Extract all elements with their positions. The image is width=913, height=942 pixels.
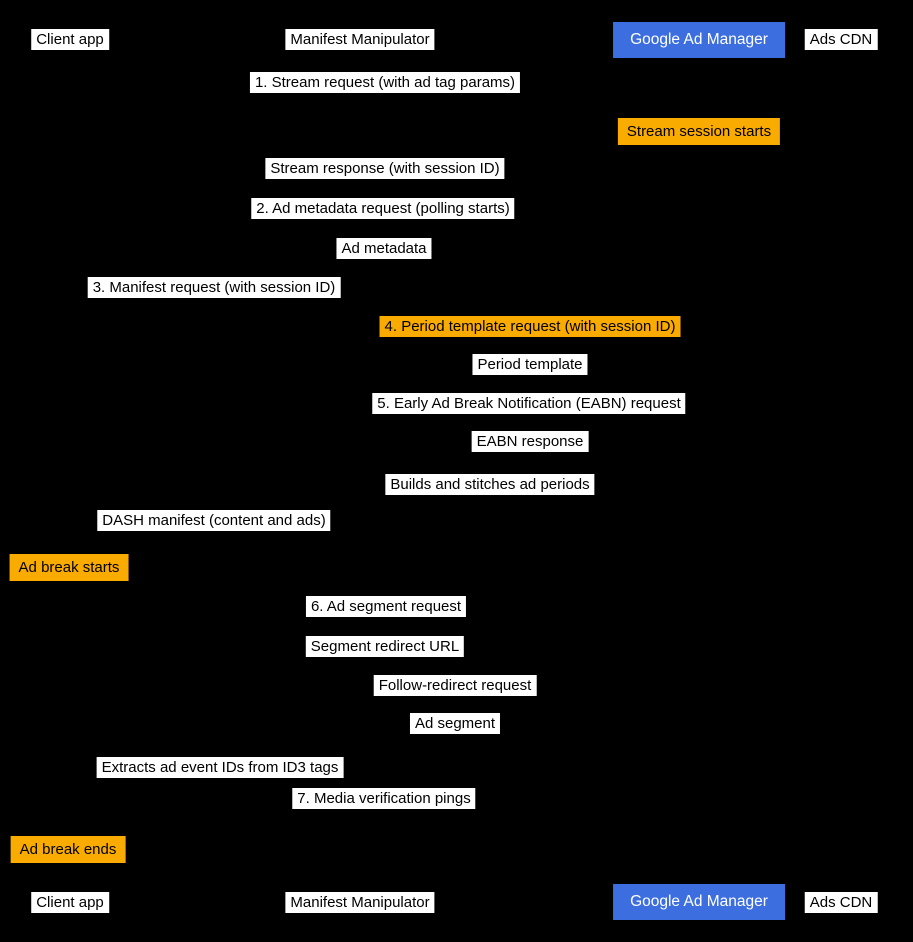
period-template-message: Period template [472, 354, 587, 375]
period-template-request-message: 4. Period template request (with session ID) [380, 316, 681, 337]
client-app-bottom: Client app [31, 892, 109, 913]
google-ad-manager-top: Google Ad Manager [613, 22, 785, 58]
eabn-request-message: 5. Early Ad Break Notification (EABN) request [372, 393, 685, 414]
extracts-id3-tags-message: Extracts ad event IDs from ID3 tags [97, 757, 344, 778]
dash-manifest-message: DASH manifest (content and ads) [97, 510, 330, 531]
manifest-manipulator-top: Manifest Manipulator [285, 29, 434, 50]
manifest-manipulator-bottom: Manifest Manipulator [285, 892, 434, 913]
manifest-request-message: 3. Manifest request (with session ID) [88, 277, 341, 298]
stream-request-message: 1. Stream request (with ad tag params) [250, 72, 520, 93]
ad-metadata-request-message: 2. Ad metadata request (polling starts) [251, 198, 514, 219]
stream-response-message: Stream response (with session ID) [265, 158, 504, 179]
segment-redirect-url-message: Segment redirect URL [306, 636, 464, 657]
ad-metadata-message: Ad metadata [336, 238, 431, 259]
stream-session-starts-note: Stream session starts [618, 118, 780, 145]
ads-cdn-bottom: Ads CDN [805, 892, 878, 913]
ad-break-ends-note: Ad break ends [11, 836, 126, 863]
ad-break-starts-note: Ad break starts [10, 554, 129, 581]
ad-segment-request-message: 6. Ad segment request [306, 596, 466, 617]
media-verification-pings-message: 7. Media verification pings [292, 788, 475, 809]
ads-cdn-top: Ads CDN [805, 29, 878, 50]
eabn-response-message: EABN response [472, 431, 589, 452]
builds-stitches-periods-message: Builds and stitches ad periods [385, 474, 594, 495]
follow-redirect-request-message: Follow-redirect request [374, 675, 537, 696]
ad-segment-message: Ad segment [410, 713, 500, 734]
google-ad-manager-bottom: Google Ad Manager [613, 884, 785, 920]
client-app-top: Client app [31, 29, 109, 50]
